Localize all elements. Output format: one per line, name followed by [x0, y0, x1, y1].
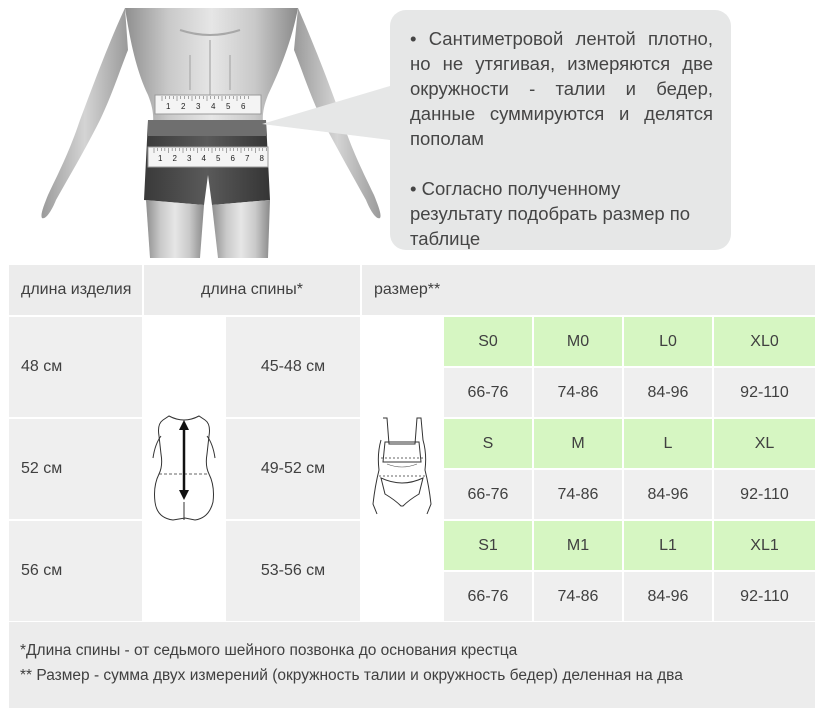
callout-pointer: [259, 0, 402, 258]
size-range: 74-86: [557, 383, 599, 401]
size-range-cell: [534, 572, 622, 621]
tape-number: 8: [259, 154, 264, 163]
back-length-illustration-cell: [144, 317, 224, 621]
size-label: L: [663, 434, 673, 452]
instruction-measure: • Сантиметровой лентой плотно, но не утягивая, измеряются две окружности - талии и бедер, данные суммируются и делятся пополам: [410, 28, 713, 149]
tape-number: 1: [166, 102, 171, 111]
back-length-row2: [226, 419, 360, 519]
size-range-cell: [444, 368, 532, 417]
tape-number: 5: [226, 102, 231, 111]
size-range-cell: [444, 470, 532, 519]
size-label: M1: [566, 536, 590, 554]
back-length-diagram: [149, 414, 219, 524]
size-label-cell: [624, 317, 712, 366]
size-label-cell: [714, 419, 815, 468]
header-product-length: [9, 265, 142, 315]
product-length-row1: [9, 317, 142, 417]
size-range: 66-76: [467, 587, 509, 605]
product-length-row2: [9, 419, 142, 519]
tape-number: 6: [241, 102, 246, 111]
header-size: [362, 265, 815, 315]
size-label: XL0: [750, 332, 779, 350]
back-length-value: 49-52 см: [260, 460, 326, 477]
size-label: M0: [566, 332, 590, 350]
tape-number: 7: [245, 154, 250, 163]
size-range-cell: [714, 572, 815, 621]
hips-tape: [148, 147, 268, 167]
size-range: 66-76: [467, 485, 509, 503]
size-label: S: [482, 434, 494, 452]
waist-hips-diagram: [367, 414, 437, 524]
size-range: 92-110: [740, 587, 789, 605]
tape-number: 4: [211, 102, 216, 111]
size-range: 84-96: [647, 485, 689, 503]
tape-number: 2: [172, 154, 177, 163]
tape-number: 5: [216, 154, 221, 163]
footnotes: [9, 622, 815, 708]
size-range-cell: [624, 572, 712, 621]
size-range: 84-96: [647, 383, 689, 401]
tape-number: 3: [187, 154, 192, 163]
tape-number: 2: [181, 102, 186, 111]
size-label: L1: [659, 536, 677, 554]
tape-number: 6: [230, 154, 235, 163]
size-range: 84-96: [647, 587, 689, 605]
size-label: XL: [754, 434, 775, 452]
footnote-size: ** Размер - сумма двух измерений (окружность талии и окружность бедер) деленная на два: [20, 667, 683, 684]
tape-number: 3: [196, 102, 201, 111]
size-label: M: [571, 434, 585, 452]
product-length-value: 52 см: [21, 460, 63, 477]
size-illustration-cell: [362, 317, 442, 621]
size-label-cell: [624, 419, 712, 468]
footnote-back-length: *Длина спины - от седьмого шейного позвонка до основания крестца: [20, 642, 518, 659]
size-range: 74-86: [557, 587, 599, 605]
measurement-instructions: [390, 10, 731, 250]
size-label-cell: [714, 317, 815, 366]
size-range-cell: [534, 368, 622, 417]
size-label: S1: [478, 536, 498, 554]
size-range-cell: [714, 368, 815, 417]
size-range-cell: [714, 470, 815, 519]
size-range: 92-110: [740, 383, 789, 401]
back-length-row1: [226, 317, 360, 417]
size-label-cell: [444, 521, 532, 570]
product-length-value: 48 см: [21, 358, 63, 375]
size-range-cell: [624, 368, 712, 417]
size-range-cell: [624, 470, 712, 519]
size-label-cell: [534, 419, 622, 468]
tape-number: 1: [158, 154, 163, 163]
size-label-cell: [534, 521, 622, 570]
size-range: 66-76: [467, 383, 509, 401]
back-length-row3: [226, 521, 360, 621]
size-label: L0: [659, 332, 677, 350]
header-back-length-label: длина спины*: [201, 281, 303, 298]
back-length-value: 53-56 см: [260, 562, 326, 579]
back-length-value: 45-48 см: [260, 358, 326, 375]
size-range-cell: [444, 572, 532, 621]
size-range-cell: [534, 470, 622, 519]
size-label-cell: [534, 317, 622, 366]
waist-tape: [155, 95, 261, 114]
tape-number: 4: [201, 154, 206, 163]
size-label-cell: [444, 419, 532, 468]
size-range: 74-86: [557, 485, 599, 503]
header-product-length-label: длина изделия: [21, 281, 132, 298]
size-range: 92-110: [740, 485, 789, 503]
product-length-value: 56 см: [21, 562, 63, 579]
instruction-select: • Согласно полученному результату подобрать размер по таблице: [410, 178, 691, 249]
size-label-cell: [444, 317, 532, 366]
header-back-length: [144, 265, 360, 315]
size-label: XL1: [750, 536, 779, 554]
size-label-cell: [624, 521, 712, 570]
size-label: S0: [478, 332, 498, 350]
size-label-cell: [714, 521, 815, 570]
header-size-label: размер**: [374, 281, 441, 298]
product-length-row3: [9, 521, 142, 621]
